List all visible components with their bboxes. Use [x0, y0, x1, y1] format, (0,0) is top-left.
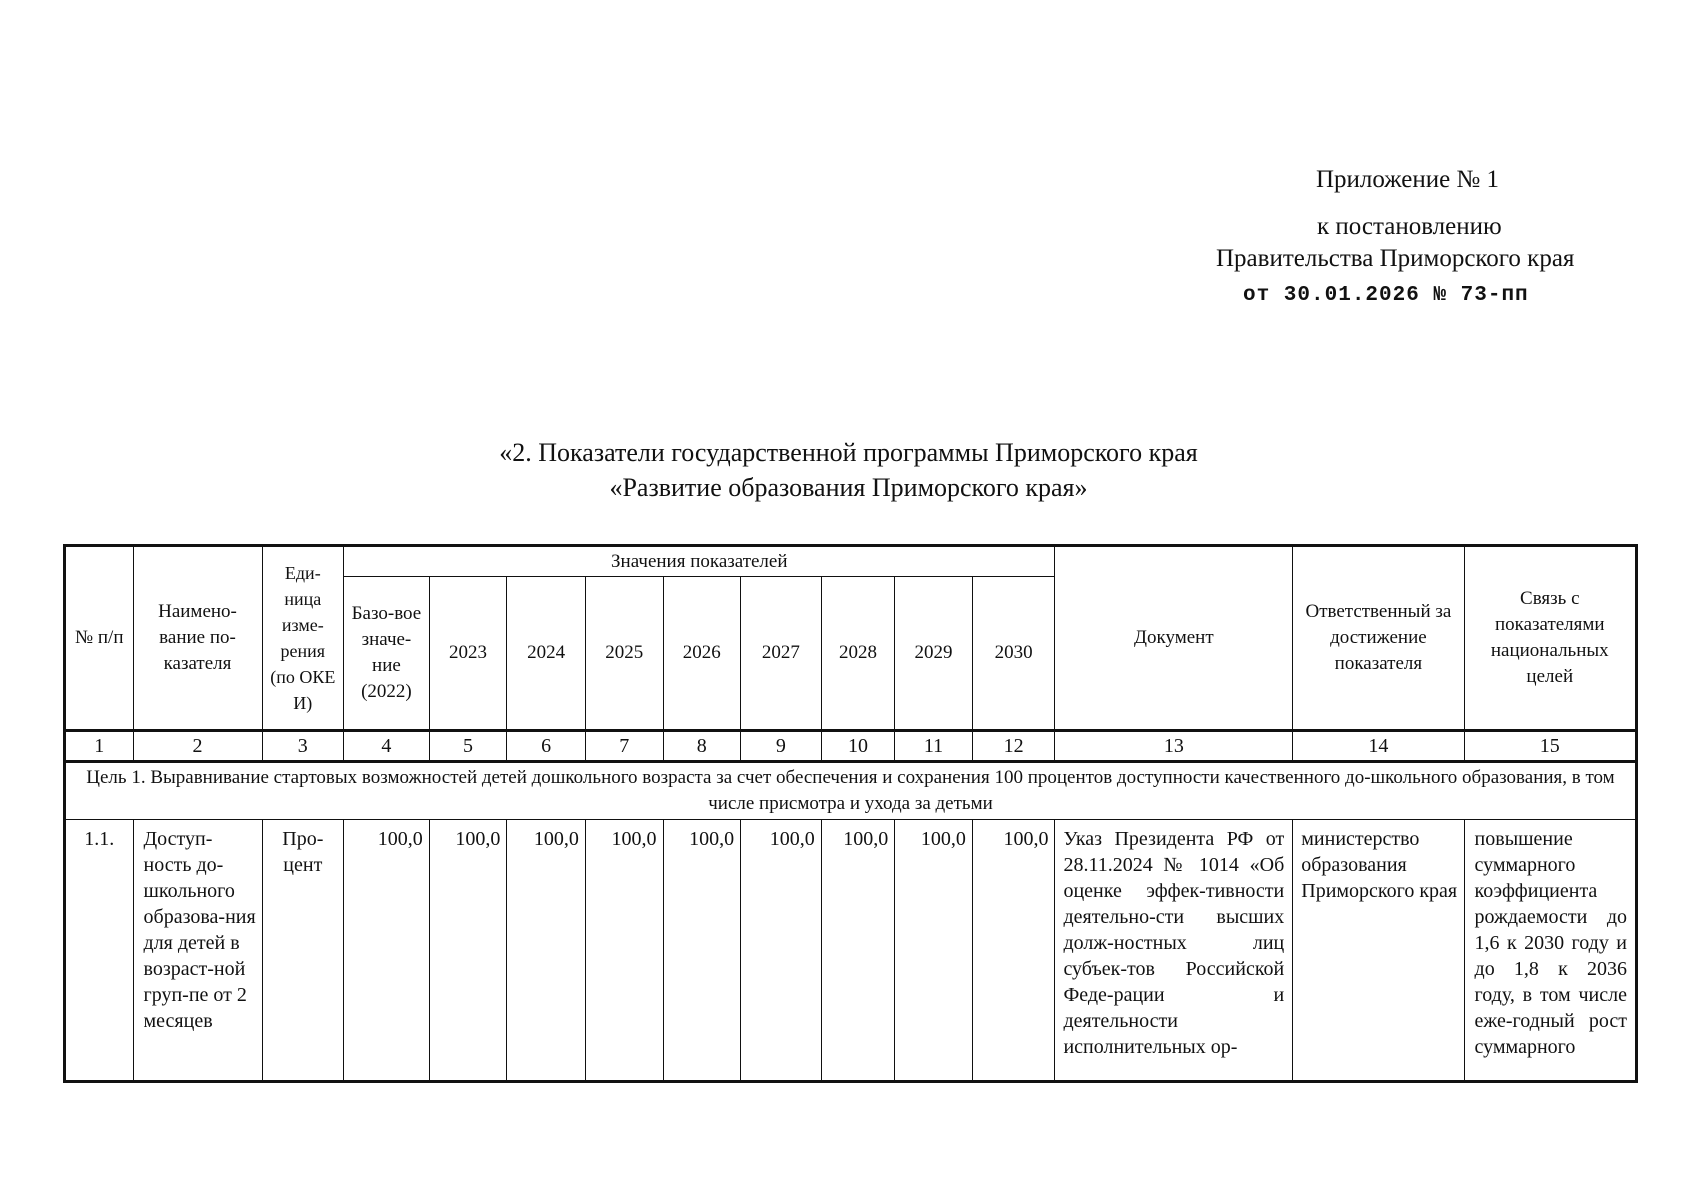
col-header-base: Базо-вое значе-ние (2022) [344, 577, 430, 731]
goal-text: Цель 1. Выравнивание стартовых возможностей детей дошкольного возраста за счет обеспечения и сохранения 100 процентов доступности качественного до-школьного образования, в том числе присмотра и ухода за детьми [65, 762, 1637, 820]
col-header-year: 2023 [429, 577, 507, 731]
section-title-line2: «Развитие образования Приморского края» [609, 473, 1088, 502]
col-header-link: Связь с показателями национальных целей [1464, 546, 1636, 731]
col-header-year: 2030 [972, 577, 1055, 731]
column-number: 7 [585, 731, 663, 762]
column-number: 15 [1464, 731, 1636, 762]
section-title-line1: «2. Показатели государственной программы Приморского края [499, 438, 1198, 467]
decree-ref-line: к постановлению [1317, 213, 1502, 240]
col-header-year: 2025 [585, 577, 663, 731]
section-title [0, 435, 1697, 505]
decree-number: от 30.01.2026 № 73-пп [1243, 284, 1529, 307]
column-number: 4 [344, 731, 430, 762]
row-value-2030: 100,0 [972, 820, 1055, 1082]
appendix-label: Приложение № 1 [1316, 166, 1500, 193]
row-value-2026: 100,0 [663, 820, 741, 1082]
col-header-year: 2024 [507, 577, 586, 731]
row-value-2023: 100,0 [429, 820, 507, 1082]
header-row-1 [65, 546, 1637, 577]
column-number: 8 [663, 731, 741, 762]
col-header-unit: Еди-ница изме-рения (по ОКЕ И) [262, 546, 344, 731]
indicators-table [63, 544, 1638, 1083]
row-value-2028: 100,0 [821, 820, 895, 1082]
col-header-year: 2028 [821, 577, 895, 731]
col-header-year: 2026 [663, 577, 741, 731]
column-number: 12 [972, 731, 1055, 762]
column-number-row [65, 731, 1637, 762]
column-number: 10 [821, 731, 895, 762]
col-header-name: Наимено-вание по-казателя [133, 546, 262, 731]
row-document: Указ Президента РФ от 28.11.2024 № 1014 «Об оценке эффек-тивности деятельно-сти высших долж-ностных лиц субъек-тов Российской Феде-рации и деятельности исполнительных ор- [1055, 820, 1293, 1082]
col-header-responsible: Ответственный за достижение показателя [1293, 546, 1464, 731]
table-row [65, 820, 1637, 1082]
column-number: 14 [1293, 731, 1464, 762]
col-header-year: 2027 [741, 577, 822, 731]
row-value-2025: 100,0 [585, 820, 663, 1082]
row-value-2029: 100,0 [895, 820, 973, 1082]
row-responsible: министерство образования Приморского края [1293, 820, 1464, 1082]
column-number: 6 [507, 731, 586, 762]
government-line: Правительства Приморского края [1216, 245, 1575, 272]
row-indicator-name: Доступ-ность до-школьного образова-ния для детей в возраст-ной груп-пе от 2 месяцев [133, 820, 262, 1082]
column-number: 11 [895, 731, 973, 762]
goal-row [65, 762, 1637, 820]
row-num: 1.1. [65, 820, 134, 1082]
column-number: 2 [133, 731, 262, 762]
column-number: 1 [65, 731, 134, 762]
column-number: 9 [741, 731, 822, 762]
row-value-2027: 100,0 [741, 820, 822, 1082]
column-number: 3 [262, 731, 344, 762]
col-header-num: № п/п [65, 546, 134, 731]
column-number: 13 [1055, 731, 1293, 762]
col-header-document: Документ [1055, 546, 1293, 731]
row-value-base: 100,0 [344, 820, 430, 1082]
row-value-2024: 100,0 [507, 820, 586, 1082]
row-national-goal-link: повышение суммарного коэффициента рождаемости до 1,6 к 2030 году и до 1,8 к 2036 году, в том числе еже-годный рост суммарного [1464, 820, 1636, 1082]
row-unit: Про-цент [262, 820, 344, 1082]
col-header-values-group: Значения показателей [344, 546, 1055, 577]
column-number: 5 [429, 731, 507, 762]
col-header-year: 2029 [895, 577, 973, 731]
